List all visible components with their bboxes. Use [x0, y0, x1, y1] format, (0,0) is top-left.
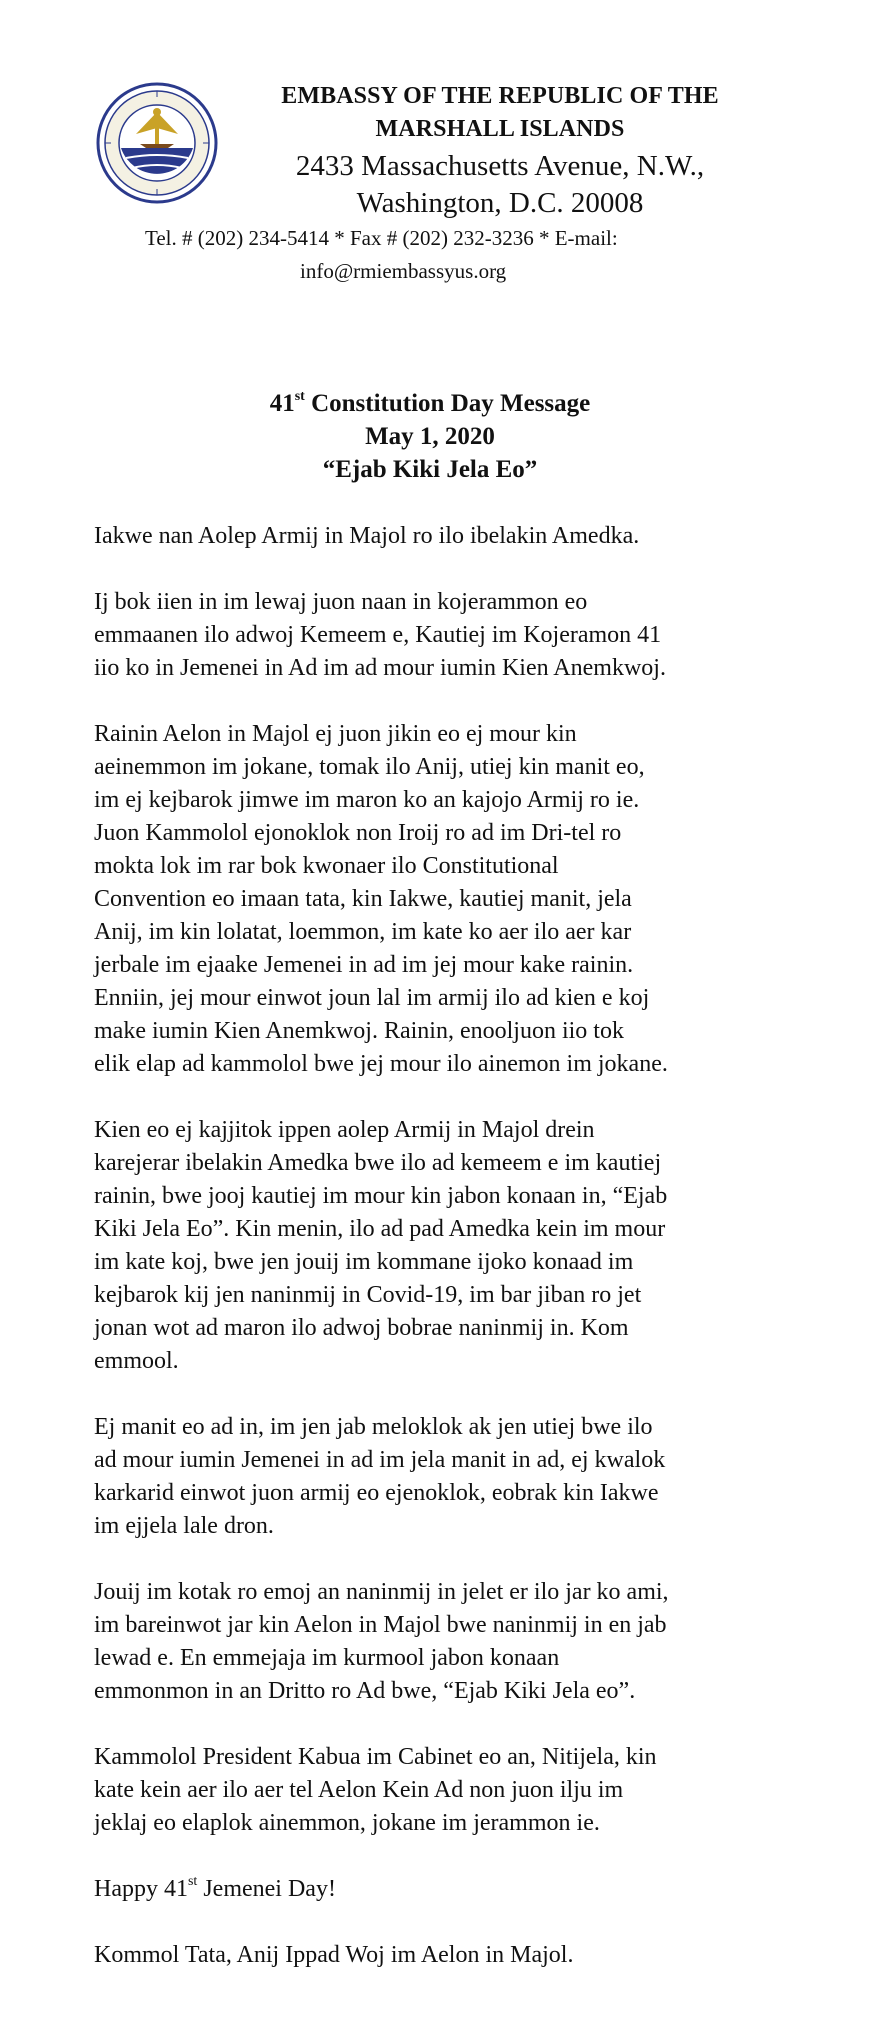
paragraph-line: jerbale im ejaake Jemenei in ad im jej mour kake rainin. [94, 952, 634, 978]
paragraph-line: aeinemmon im jokane, tomak ilo Anij, utiej kin manit eo, [94, 754, 645, 780]
body-paragraph [94, 1576, 814, 1708]
title-rest: Constitution Day Message [304, 390, 591, 417]
paragraph-line: emmonmon in an Dritto ro Ad bwe, “Ejab Kiki Jela eo”. [94, 1678, 636, 1704]
paragraph-line: Jouij im kotak ro emoj an naninmij in jelet er ilo jar ko ami, [94, 1579, 669, 1605]
paragraph-line: iio ko in Jemenei in Ad im ad mour iumin Kien Anemkwoj. [94, 655, 666, 681]
paragraph-line: rainin, bwe jooj kautiej im mour kin jabon konaan in, “Ejab [94, 1183, 668, 1209]
paragraph-line: Ij bok iien in im lewaj juon naan in kojerammon eo [94, 589, 588, 615]
paragraph-line: im ej kejbarok jimwe im maron ko an kajojo Armij ro ie. [94, 787, 640, 813]
paragraph-line: Kien eo ej kajjitok ippen aolep Armij in Majol drein [94, 1117, 595, 1143]
paragraph-line: karkarid einwot juon armij eo ejenoklok, eobrak kin Iakwe [94, 1480, 659, 1506]
message-theme: “Ejab Kiki Jela Eo” [322, 456, 538, 483]
paragraph-line: im kate koj, bwe jen jouij im kommane ijoko konaad im [94, 1249, 634, 1275]
paragraph-line: Kammolol President Kabua im Cabinet eo an, Nitijela, kin [94, 1744, 657, 1770]
paragraph-line: Ej manit eo ad in, im jen jab meloklok ak jen utiej bwe ilo [94, 1414, 653, 1440]
paragraph-line: kejbarok kij jen naninmij in Covid-19, im bar jiban ro jet [94, 1282, 642, 1308]
paragraph-line: kate kein aer ilo aer tel Aelon Kein Ad non juon ilju im [94, 1777, 624, 1803]
paragraph-line: make iumin Kien Anemkwoj. Rainin, enooljuon iio tok [94, 1018, 624, 1044]
paragraph-line: Iakwe nan Aolep Armij in Majol ro ilo ibelakin Amedka. [94, 523, 640, 549]
paragraph-line: Convention eo imaan tata, kin Iakwe, kautiej manit, jela [94, 886, 632, 912]
paragraph-line: Enniin, jej mour einwot joun lal im armij ilo ad kien e koj [94, 985, 650, 1011]
message-body [94, 520, 814, 2005]
body-paragraph [94, 1411, 814, 1543]
paragraph-line: im ejjela lale dron. [94, 1513, 274, 1539]
paragraph-line: emmool. [94, 1348, 179, 1374]
paragraph-line: emmaanen ilo adwoj Kemeem e, Kautiej im Kojeramon 41 [94, 622, 662, 648]
title-ordinal: st [294, 388, 305, 404]
closing-line: Kommol Tata, Anij Ippad Woj im Aelon in Majol. [94, 1942, 574, 1968]
paragraph-line: Anij, im kin lolatat, loemmon, im kate ko aer ilo aer kar [94, 919, 632, 945]
title-number: 41 [269, 390, 295, 417]
happy-day-line [94, 1873, 814, 1906]
paragraph-line: karejerar ibelakin Amedka bwe ilo ad kemeem e im kautiej [94, 1150, 662, 1176]
paragraphs-container [94, 520, 814, 1840]
body-paragraph [94, 1114, 814, 1378]
address-line1: 2433 Massachusetts Avenue, N.W., [295, 150, 705, 182]
message-title [245, 390, 615, 418]
paragraph-line: elik elap ad kammolol bwe jej mour ilo ainemon im jokane. [94, 1051, 668, 1077]
paragraph-line: Kiki Jela Eo”. Kin menin, ilo ad pad Amedka kein im mour [94, 1216, 666, 1242]
embassy-name-line2: MARSHALL ISLANDS [375, 116, 625, 142]
body-paragraph [94, 520, 814, 553]
paragraph-line: ad mour iumin Jemenei in ad im jela manit in ad, ej kwalok [94, 1447, 666, 1473]
message-date: May 1, 2020 [365, 423, 495, 450]
paragraph-line: im bareinwot jar kin Aelon in Majol bwe naninmij in en jab [94, 1612, 667, 1638]
body-paragraph [94, 718, 814, 1081]
paragraph-line: lewad e. En emmejaja im kurmool jabon konaan [94, 1645, 560, 1671]
happy-post: Jemenei Day! [197, 1876, 336, 1902]
happy-ordinal: st [187, 1874, 198, 1889]
body-paragraph [94, 1741, 814, 1840]
paragraph-line: Juon Kammolol ejonoklok non Iroij ro ad im Dri-tel ro [94, 820, 622, 846]
paragraph-line: mokta lok im rar bok kwonaer ilo Constitutional [94, 853, 559, 879]
paragraph-line: jeklaj eo elaplok ainemmon, jokane im jerammon ie. [94, 1810, 600, 1836]
marshall-islands-seal-icon [96, 82, 218, 204]
paragraph-line: jonan wot ad maron ilo adwoj bobrae naninmij in. Kom [94, 1315, 629, 1341]
contact-line1: Tel. # (202) 234-5414 * Fax # (202) 232-3236 * E-mail: [145, 226, 618, 250]
embassy-name-line1: EMBASSY OF THE REPUBLIC OF THE [281, 83, 719, 109]
contact-email: info@rmiembassyus.org [300, 259, 507, 283]
body-paragraph [94, 586, 814, 685]
happy-pre: Happy 41 [94, 1876, 188, 1902]
address-line2: Washington, D.C. 20008 [356, 187, 644, 219]
paragraph-line: Rainin Aelon in Majol ej juon jikin eo ej mour kin [94, 721, 577, 747]
